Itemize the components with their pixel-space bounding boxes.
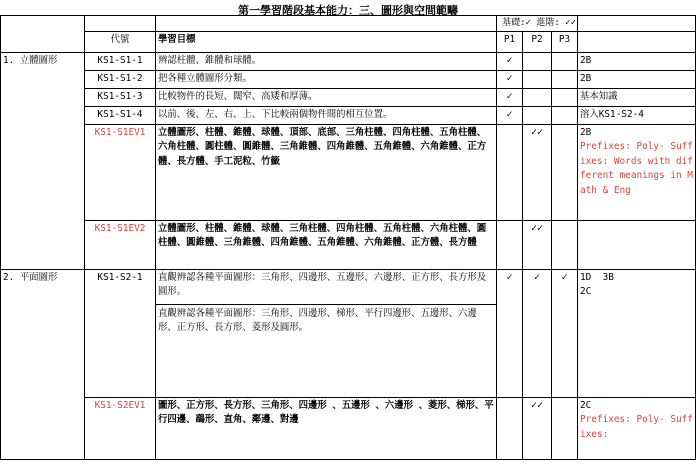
table-row — [1, 88, 696, 106]
row-remark: 2B — [578, 70, 696, 88]
table-row — [1, 70, 696, 88]
p2-check: ✓✓ — [523, 397, 552, 459]
table-row — [1, 220, 696, 269]
row-remark — [578, 124, 696, 220]
row-code: KS1-S1EV2 — [85, 220, 156, 269]
row-code: KS1-S1EV1 — [85, 124, 156, 220]
row-remark: 溶入KS1-S2-4 — [578, 106, 696, 124]
row-objective: 立體圖形、柱體、錐體、球體、頂部、底部、三角柱體、四角柱體、五角柱體、六角柱體、圓柱體、圓錐體、三角錐體、四角錐體、五角錐體、六角錐體、正方體、長方體、手工泥粒、竹籤 — [156, 124, 497, 220]
header-p2: P2 — [523, 31, 552, 52]
remark-code: 1D 3B — [580, 271, 614, 283]
p1-check: ✓ — [497, 52, 523, 70]
p1-check — [497, 124, 523, 220]
header-objective: 學習目標 — [156, 31, 497, 52]
p3-check: ✓ — [552, 269, 578, 397]
p3-check — [552, 397, 578, 459]
row-code: KS1-S2-1 — [85, 269, 156, 397]
p3-check — [552, 70, 578, 88]
p3-check — [552, 52, 578, 70]
remark-code: 2C — [580, 399, 592, 411]
row-objective: 把各種立體圖形分類。 — [156, 70, 497, 88]
section-label: 2. 平面圖形 — [1, 269, 85, 459]
table-row — [1, 124, 696, 220]
row-objective: 圖形、正方形、長方形、三角形、四邊形 、五邊形 、六邊形 、菱形、梯形、平行四邊、鷂形、直角、鄰邊、對邊 — [156, 397, 497, 459]
row-code: KS1-S1-2 — [85, 70, 156, 88]
p1-check: ✓ — [497, 106, 523, 124]
p1-check: ✓ — [497, 88, 523, 106]
row-code: KS1-S1-3 — [85, 88, 156, 106]
row-remark — [578, 220, 696, 269]
page-title: 第一學習階段基本能力：三、圖形與空間範疇 — [238, 4, 458, 17]
p3-check — [552, 88, 578, 106]
p1-check: ✓ — [497, 269, 523, 397]
p2-check — [523, 70, 552, 88]
p2-check — [523, 106, 552, 124]
row-objective: 比較物件的長短、闊窄、高矮和厚薄。 — [156, 88, 497, 106]
row-code: KS1-S1-1 — [85, 52, 156, 70]
row-objective — [156, 269, 497, 397]
row-objective: 以前、後、左、右、上、下比較兩個物件間的相互位置。 — [156, 106, 497, 124]
p2-check — [523, 88, 552, 106]
p3-check — [552, 106, 578, 124]
table-row — [1, 106, 696, 124]
p1-check — [497, 397, 523, 459]
header-p1: P1 — [497, 31, 523, 52]
p1-check: ✓ — [497, 70, 523, 88]
objective-text-alt: 直觀辨認各種平面圖形：三角形、四邊形、梯形、平行四邊形、五邊形、六邊形、正方形、長方形、菱形及圓形。 — [156, 304, 496, 336]
row-code: KS1-S1-4 — [85, 106, 156, 124]
row-remark: 2B — [578, 52, 696, 70]
p3-check — [552, 220, 578, 269]
table-row — [1, 52, 696, 70]
table-row — [1, 397, 696, 459]
p2-check: ✓✓ — [523, 124, 552, 220]
legend-text: 基礎:✓ 進階: ✓✓ — [497, 16, 578, 32]
p3-check — [552, 124, 578, 220]
p1-check — [497, 220, 523, 269]
header-p3: P3 — [552, 31, 578, 52]
row-remark — [578, 269, 696, 397]
p2-check — [523, 52, 552, 70]
objective-text: 直觀辨認各種平面圖形：三角形、四邊形、五邊形、六邊形、正方形、長方形及圓形。 — [158, 271, 487, 297]
p2-check: ✓ — [523, 269, 552, 397]
remark-note: Prefixes: Poly- Suffixes: — [580, 414, 693, 440]
row-remark: 基本知識 — [578, 88, 696, 106]
legend-row — [1, 16, 696, 32]
header-row — [1, 31, 696, 52]
table-row — [1, 269, 696, 397]
header-code: 代號 — [85, 31, 156, 52]
row-objective: 辨認柱體、錐體和球體。 — [156, 52, 497, 70]
curriculum-table — [0, 15, 696, 460]
row-objective: 立體圖形、柱體、錐體、球體、三角柱體、四角柱體、五角柱體、六角柱體、圓柱體、圓錐體、三角錐體、四角錐體、五角錐體、六角錐體、正方體、長方體 — [156, 220, 497, 269]
remark-code-2: 2C — [580, 286, 592, 297]
p2-check: ✓✓ — [523, 220, 552, 269]
row-code: KS1-S2EV1 — [85, 397, 156, 459]
remark-note: Prefixes: Poly- Suffixes: Words with different meanings in Math & Eng — [580, 141, 693, 196]
section-label: 1. 立體圖形 — [1, 52, 85, 269]
row-remark — [578, 397, 696, 459]
remark-code: 2B — [580, 126, 592, 138]
